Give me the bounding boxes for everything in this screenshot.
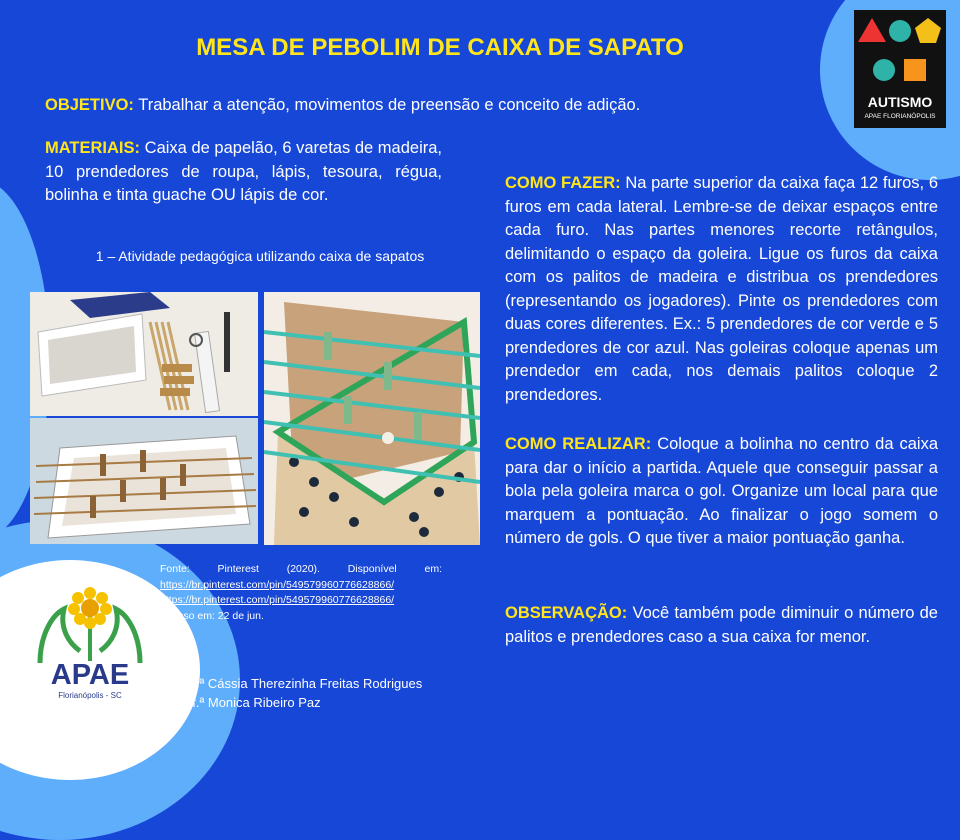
apae-logo-name: APAE	[50, 659, 130, 691]
photo-materials	[30, 292, 258, 416]
flower-hands-icon	[30, 585, 150, 667]
authors	[172, 674, 422, 712]
autismo-logo-sub: APAE FLORIANÓPOLIS	[864, 113, 936, 120]
source-link-1[interactable]: https://br.pinterest.com/pin/549579960776628866/	[160, 578, 395, 591]
foosball-illustration-icon	[264, 292, 480, 545]
observacao-text: Você também pode diminuir o número de palitos e prendedores caso a sua caixa for menor.	[505, 604, 938, 646]
apae-logo-sub: Florianópolis - SC	[58, 691, 122, 700]
photo-shoebox-foosball	[30, 418, 258, 544]
source-link-2[interactable]: https://br.pinterest.com/pin/549579960776628866/	[160, 594, 395, 606]
apae-logo	[30, 585, 150, 705]
photo-painted-foosball	[264, 292, 480, 545]
author-2: Prof.ª Monica Ribeiro Paz	[172, 695, 321, 710]
materiais-paragraph	[45, 137, 442, 208]
como-realizar-label: COMO REALIZAR:	[505, 435, 652, 453]
objetivo-paragraph	[45, 94, 725, 118]
source-access-date: Acesso em: 22 de jun.	[160, 609, 264, 622]
autismo-logo-shapes-icon	[854, 10, 946, 128]
objetivo-text: Trabalhar a atenção, movimentos de preensão e conceito de adição.	[138, 96, 641, 114]
autismo-logo	[854, 10, 946, 128]
source-text: Fonte: Pinterest (2020). Disponível em:	[160, 563, 442, 575]
page-title: MESA DE PEBOLIM DE CAIXA DE SAPATO	[196, 34, 684, 61]
materiais-text: Caixa de papelão, 6 varetas de madeira, 10 prendedores de roupa, lápis, tesoura, régua, bolinha e tinta guache OU lápis de cor.	[45, 139, 443, 204]
como-realizar-paragraph	[505, 433, 938, 551]
observacao-paragraph	[505, 602, 938, 649]
materials-illustration-icon	[30, 292, 258, 416]
source-note	[160, 562, 442, 624]
como-fazer-text: Na parte superior da caixa faça 12 furos, 6 furos em cada lateral. Lembre-se de deixar espaços entre cada furo. Nas partes menores recorte retângulos, delimitando o espaço da goleira. Ligue os furos da caixa com os palitos de madeira e distribua os prendedores (representando os jogadores). Pinte os prendedores com duas cores diferentes. Ex.: 5 prendedores de cor verde e 5 prendedores de cor azul. Nas goleiras coloque apenas um prendedor em cada, nos demais palitos coloque 2 prendedores.	[505, 174, 939, 404]
shoebox-illustration-icon	[30, 418, 258, 544]
author-1: Prof.ª Cássia Therezinha Freitas Rodrigues	[172, 676, 423, 691]
como-fazer-paragraph	[505, 172, 938, 407]
materiais-label: MATERIAIS:	[45, 139, 141, 157]
observacao-label: OBSERVAÇÃO:	[505, 604, 628, 622]
como-realizar-text: Coloque a bolinha no centro da caixa para dar o início a partida. Aquele que conseguir passar a bola pela goleira marca o gol. Organize um local para que marquem a pontuação. Ao finalizar o jogo somem o número de gols. O que tiver a maior pontuação ganha.	[505, 435, 938, 547]
como-fazer-label: COMO FAZER:	[505, 174, 621, 192]
figure-caption: 1 – Atividade pedagógica utilizando caixa de sapatos	[95, 248, 425, 264]
autismo-logo-name: AUTISMO	[867, 94, 933, 110]
objetivo-label: OBJETIVO:	[45, 96, 134, 114]
